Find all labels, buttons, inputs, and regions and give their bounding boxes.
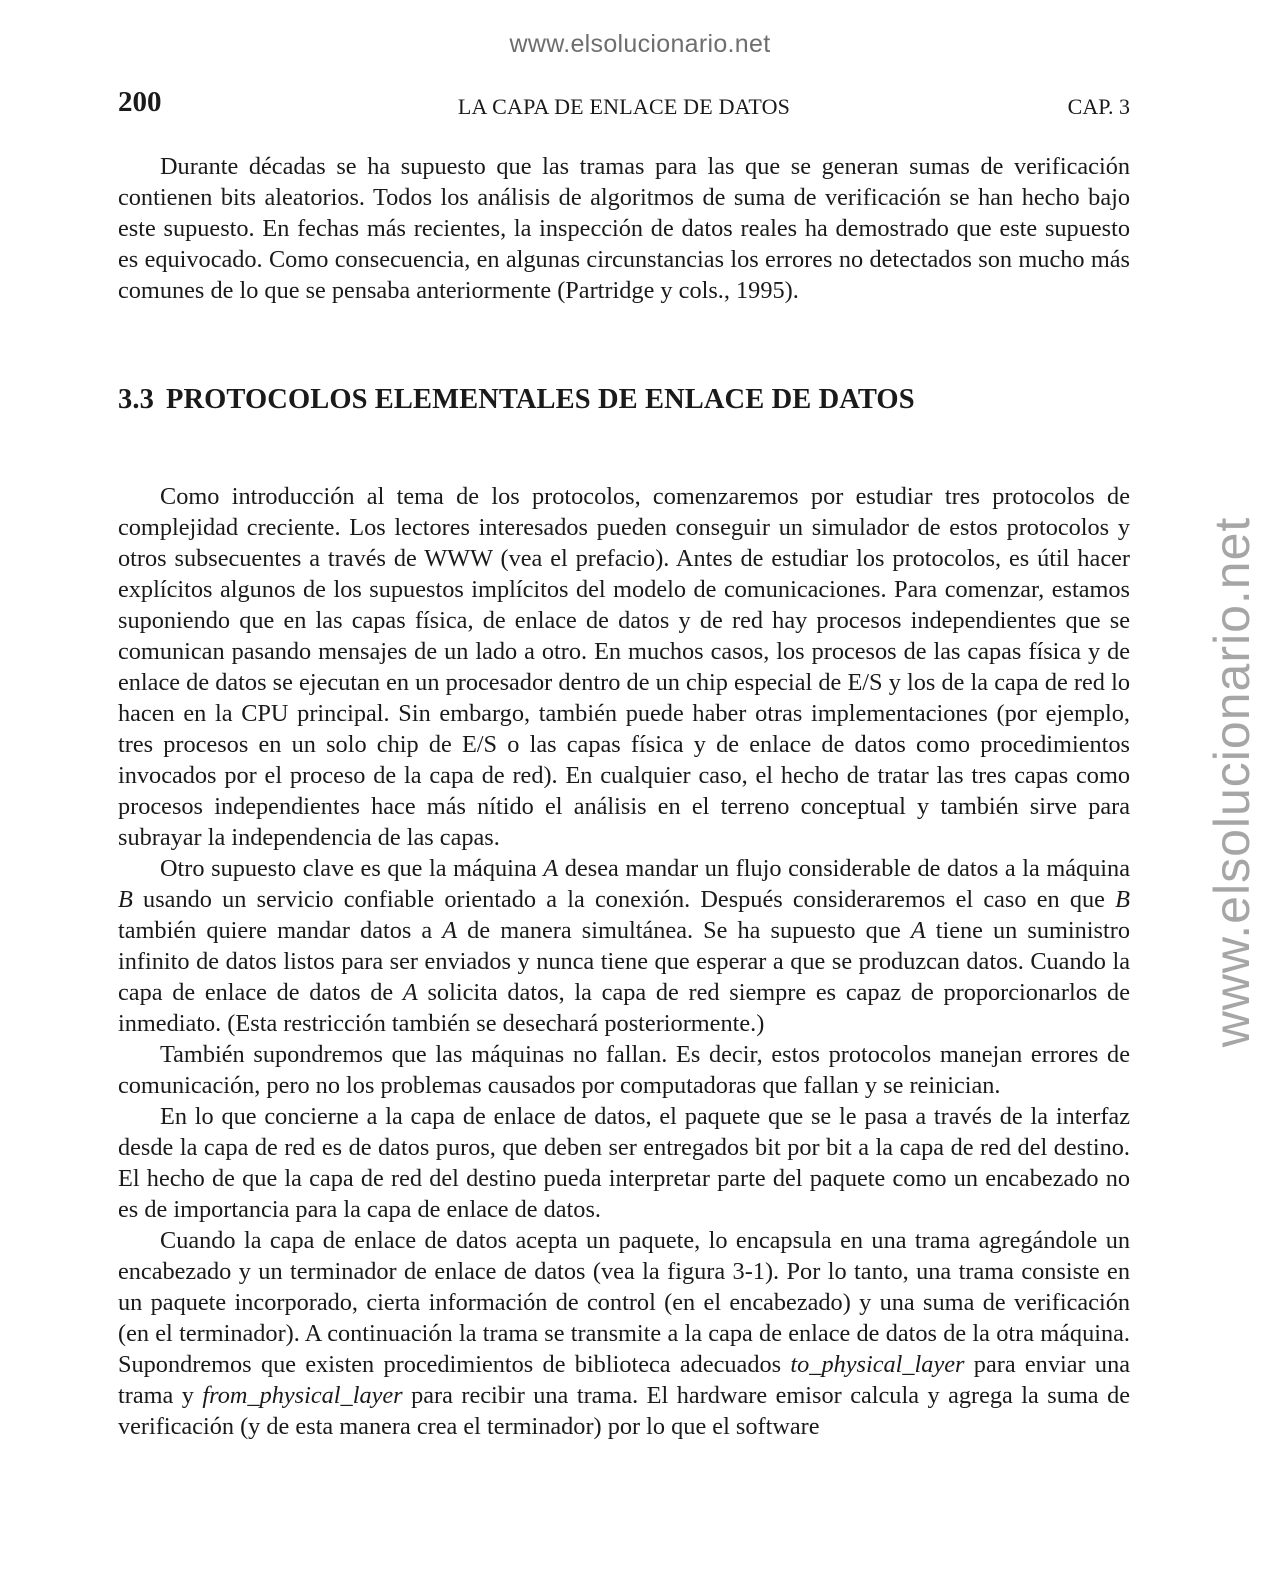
section-title: PROTOCOLOS ELEMENTALES DE ENLACE DE DATOS	[165, 384, 915, 415]
machine-variable: B	[1115, 886, 1130, 913]
section-heading	[118, 384, 1130, 416]
body-paragraph-1: Como introducción al tema de los protocolos, comenzaremos por estudiar tres protocolos de complejidad creciente. Los lectores interesados pueden conseguir un simulador de estos protocolos y otros subsecuentes a través de WWW (vea el prefacio). Antes de estudiar los protocolos, es útil hacer explícitos algunos de los supuestos implícitos del modelo de comunicaciones. Para comenzar, estamos suponiendo que en las capas física, de enlace de datos y de red hay procesos independientes que se comunican pasando mensajes de un lado a otro. En muchos casos, los procesos de las capas física y de enlace de datos se ejecutan en un procesador dentro de un chip especial de E/S y los de la capa de red lo hacen en la CPU principal. Sin embargo, también puede haber otras implementaciones (por ejemplo, tres procesos en un solo chip de E/S o las capas física y de enlace de datos como procedimientos invocados por el proceso de la capa de red). En cualquier caso, el hecho de tratar las tres capas como procesos independientes hace más nítido el análisis en el terreno conceptual y también sirve para subrayar la independencia de las capas.	[118, 483, 1130, 851]
text-run: tiene un suministro infinito de datos listos para ser enviados y nunca tiene que esperar a que se produzcan datos. Cuando la capa de enlace de datos de	[118, 917, 1130, 1006]
text-run: Otro supuesto clave es que la máquina	[160, 855, 544, 882]
intro-paragraph: Durante décadas se ha supuesto que las tramas para las que se generan sumas de verificación contienen bits aleatorios. Todos los análisis de algoritmos de suma de verificación se han hecho bajo este supuesto. En fechas más recientes, la inspección de datos reales ha demostrado que este supuesto es equivocado. Como consecuencia, en algunas circunstancias los errores no detectados son mucho más comunes de lo que se pensaba anteriormente (Partridge y cols., 1995).	[118, 153, 1130, 304]
text-run: Cuando la capa de enlace de datos acepta un paquete, lo encapsula en una trama agregándole un encabezado y un terminador de enlace de datos (vea la figura 3-1). Por lo tanto, una trama consiste en un paquete incorporado, cierta información de control (en el encabezado) y una suma de verificación (en el terminador). A continuación la trama se transmite a la capa de enlace de datos de la otra máquina. Supondremos que existen procedimientos de biblioteca adecuados	[118, 1227, 1130, 1378]
machine-variable: A	[543, 855, 559, 882]
running-header	[118, 86, 1130, 126]
page-number: 200	[118, 86, 162, 118]
text-run: para recibir una trama. El hardware emisor calcula y agrega la suma de verificación (y de esta manera crea el terminador) por lo que el software	[118, 1382, 1131, 1440]
watermark-url-side: www.elsolucionario.net	[1204, 516, 1260, 1048]
running-header-chapter: CAP. 3	[1067, 94, 1130, 119]
machine-variable: A	[910, 917, 926, 944]
text-run: para enviar una trama y	[118, 1351, 1130, 1409]
machine-variable: A	[402, 979, 418, 1006]
procedure-name: from_physical_layer	[202, 1382, 403, 1409]
body-paragraph-5	[118, 1225, 1130, 1442]
page-body	[118, 151, 1130, 1442]
section-number: 3.3	[118, 384, 154, 415]
machine-variable: A	[442, 917, 458, 944]
machine-variable: B	[118, 886, 133, 913]
text-run: usando un servicio confiable orientado a la conexión. Después consideraremos el caso en que	[132, 886, 1116, 913]
body-paragraph-3: También supondremos que las máquinas no fallan. Es decir, estos protocolos manejan errores de comunicación, pero no los problemas causados por computadoras que fallan y se reinician.	[118, 1041, 1130, 1099]
procedure-name: to_physical_layer	[790, 1351, 965, 1378]
text-run: solicita datos, la capa de red siempre es capaz de proporcionarlos de inmediato. (Esta restricción también se desechará posteriormente.)	[118, 979, 1130, 1037]
text-run: también quiere mandar datos a	[118, 917, 443, 944]
body-paragraph-4: En lo que concierne a la capa de enlace de datos, el paquete que se le pasa a través de la interfaz desde la capa de red es de datos puros, que deben ser entregados bit por bit a la capa de red del destino. El hecho de que la capa de red del destino pueda interpretar parte del paquete como un encabezado no es de importancia para la capa de enlace de datos.	[118, 1103, 1130, 1223]
running-header-title: LA CAPA DE ENLACE DE DATOS	[457, 94, 791, 119]
text-run: desea mandar un flujo considerable de datos a la máquina	[558, 855, 1130, 882]
text-run: de manera simultánea. Se ha supuesto que	[457, 917, 911, 944]
body-paragraph-2	[118, 853, 1130, 1039]
watermark-url-top: www.elsolucionario.net	[509, 30, 771, 58]
